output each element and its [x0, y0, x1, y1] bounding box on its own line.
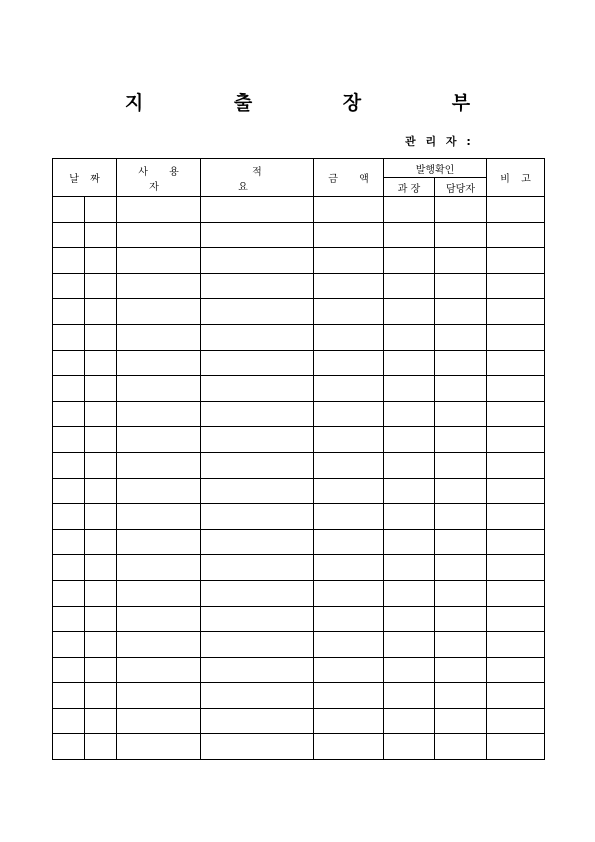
day-cell[interactable] [85, 478, 117, 504]
section-chief-cell[interactable] [384, 580, 435, 606]
description-cell[interactable] [201, 529, 314, 555]
month-cell[interactable] [53, 273, 85, 299]
day-cell[interactable] [85, 273, 117, 299]
remarks-cell[interactable] [487, 299, 545, 325]
month-cell[interactable] [53, 606, 85, 632]
person-in-charge-cell[interactable] [435, 248, 487, 274]
remarks-cell[interactable] [487, 555, 545, 581]
amount-cell[interactable] [314, 606, 384, 632]
month-cell[interactable] [53, 580, 85, 606]
day-cell[interactable] [85, 452, 117, 478]
user-cell[interactable] [117, 427, 201, 453]
user-cell[interactable] [117, 376, 201, 402]
table-row [53, 606, 545, 632]
table-row [53, 452, 545, 478]
user-cell[interactable] [117, 248, 201, 274]
person-in-charge-cell[interactable] [435, 708, 487, 734]
person-in-charge-cell[interactable] [435, 376, 487, 402]
section-chief-cell[interactable] [384, 273, 435, 299]
description-cell[interactable] [201, 683, 314, 709]
day-cell[interactable] [85, 504, 117, 530]
description-cell[interactable] [201, 248, 314, 274]
person-in-charge-cell[interactable] [435, 632, 487, 658]
remarks-cell[interactable] [487, 273, 545, 299]
person-in-charge-cell[interactable] [435, 299, 487, 325]
table-row [53, 248, 545, 274]
day-cell[interactable] [85, 427, 117, 453]
description-cell[interactable] [201, 452, 314, 478]
description-cell[interactable] [201, 427, 314, 453]
table-row [53, 632, 545, 658]
description-cell[interactable] [201, 504, 314, 530]
day-cell[interactable] [85, 529, 117, 555]
section-chief-cell[interactable] [384, 222, 435, 248]
month-cell[interactable] [53, 708, 85, 734]
day-cell[interactable] [85, 222, 117, 248]
description-cell[interactable] [201, 606, 314, 632]
table-row [53, 734, 545, 760]
header-person-in-charge: 담당자 [435, 178, 487, 197]
month-cell[interactable] [53, 452, 85, 478]
person-in-charge-cell[interactable] [435, 529, 487, 555]
day-cell[interactable] [85, 708, 117, 734]
user-cell[interactable] [117, 708, 201, 734]
description-cell[interactable] [201, 580, 314, 606]
remarks-cell[interactable] [487, 632, 545, 658]
user-cell[interactable] [117, 657, 201, 683]
table-row [53, 529, 545, 555]
section-chief-cell[interactable] [384, 427, 435, 453]
header-remarks: 비 고 [487, 159, 545, 197]
amount-cell[interactable] [314, 248, 384, 274]
expense-ledger-table [52, 158, 545, 760]
remarks-cell[interactable] [487, 222, 545, 248]
person-in-charge-cell[interactable] [435, 324, 487, 350]
day-cell[interactable] [85, 299, 117, 325]
user-cell[interactable] [117, 606, 201, 632]
amount-cell[interactable] [314, 197, 384, 223]
user-cell[interactable] [117, 324, 201, 350]
section-chief-cell[interactable] [384, 606, 435, 632]
user-cell[interactable] [117, 504, 201, 530]
person-in-charge-cell[interactable] [435, 734, 487, 760]
description-cell[interactable] [201, 632, 314, 658]
section-chief-cell[interactable] [384, 478, 435, 504]
table-row [53, 504, 545, 530]
section-chief-cell[interactable] [384, 376, 435, 402]
table-row [53, 324, 545, 350]
table-row [53, 683, 545, 709]
day-cell[interactable] [85, 580, 117, 606]
table-row [53, 478, 545, 504]
user-cell[interactable] [117, 555, 201, 581]
user-cell[interactable] [117, 273, 201, 299]
day-cell[interactable] [85, 734, 117, 760]
description-cell[interactable] [201, 324, 314, 350]
description-cell[interactable] [201, 734, 314, 760]
person-in-charge-cell[interactable] [435, 222, 487, 248]
month-cell[interactable] [53, 376, 85, 402]
person-in-charge-cell[interactable] [435, 427, 487, 453]
table-row [53, 427, 545, 453]
table-row [53, 376, 545, 402]
month-cell[interactable] [53, 324, 85, 350]
remarks-cell[interactable] [487, 248, 545, 274]
header-date: 날 짜 [53, 159, 117, 197]
description-cell[interactable] [201, 478, 314, 504]
amount-cell[interactable] [314, 580, 384, 606]
table-row [53, 350, 545, 376]
manager-label: 관 리 자 : [405, 135, 474, 148]
remarks-cell[interactable] [487, 350, 545, 376]
header-user: 사 용 자 [117, 159, 201, 197]
header-amount: 금 액 [314, 159, 384, 197]
amount-cell[interactable] [314, 376, 384, 402]
table-row [53, 401, 545, 427]
amount-cell[interactable] [314, 299, 384, 325]
person-in-charge-cell[interactable] [435, 504, 487, 530]
user-cell[interactable] [117, 299, 201, 325]
day-cell[interactable] [85, 606, 117, 632]
amount-cell[interactable] [314, 324, 384, 350]
amount-cell[interactable] [314, 401, 384, 427]
ledger-body [53, 197, 545, 760]
description-cell[interactable] [201, 299, 314, 325]
person-in-charge-cell[interactable] [435, 452, 487, 478]
table-row [53, 299, 545, 325]
person-in-charge-cell[interactable] [435, 197, 487, 223]
remarks-cell[interactable] [487, 324, 545, 350]
amount-cell[interactable] [314, 555, 384, 581]
person-in-charge-cell[interactable] [435, 555, 487, 581]
amount-cell[interactable] [314, 683, 384, 709]
user-cell[interactable] [117, 580, 201, 606]
amount-cell[interactable] [314, 734, 384, 760]
person-in-charge-cell[interactable] [435, 580, 487, 606]
person-in-charge-cell[interactable] [435, 401, 487, 427]
remarks-cell[interactable] [487, 427, 545, 453]
section-chief-cell[interactable] [384, 452, 435, 478]
section-chief-cell[interactable] [384, 299, 435, 325]
day-cell[interactable] [85, 197, 117, 223]
section-chief-cell[interactable] [384, 529, 435, 555]
amount-cell[interactable] [314, 350, 384, 376]
section-chief-cell[interactable] [384, 708, 435, 734]
amount-cell[interactable] [314, 273, 384, 299]
user-cell[interactable] [117, 401, 201, 427]
person-in-charge-cell[interactable] [435, 350, 487, 376]
remarks-cell[interactable] [487, 708, 545, 734]
section-chief-cell[interactable] [384, 683, 435, 709]
amount-cell[interactable] [314, 632, 384, 658]
section-chief-cell[interactable] [384, 504, 435, 530]
description-cell[interactable] [201, 197, 314, 223]
person-in-charge-cell[interactable] [435, 478, 487, 504]
amount-cell[interactable] [314, 504, 384, 530]
remarks-cell[interactable] [487, 478, 545, 504]
table-row [53, 197, 545, 223]
section-chief-cell[interactable] [384, 734, 435, 760]
description-cell[interactable] [201, 273, 314, 299]
remarks-cell[interactable] [487, 401, 545, 427]
day-cell[interactable] [85, 401, 117, 427]
user-cell[interactable] [117, 683, 201, 709]
month-cell[interactable] [53, 478, 85, 504]
user-cell[interactable] [117, 350, 201, 376]
section-chief-cell[interactable] [384, 632, 435, 658]
month-cell[interactable] [53, 683, 85, 709]
person-in-charge-cell[interactable] [435, 657, 487, 683]
remarks-cell[interactable] [487, 529, 545, 555]
day-cell[interactable] [85, 350, 117, 376]
month-cell[interactable] [53, 657, 85, 683]
person-in-charge-cell[interactable] [435, 606, 487, 632]
amount-cell[interactable] [314, 478, 384, 504]
remarks-cell[interactable] [487, 734, 545, 760]
description-cell[interactable] [201, 222, 314, 248]
section-chief-cell[interactable] [384, 555, 435, 581]
description-cell[interactable] [201, 708, 314, 734]
month-cell[interactable] [53, 427, 85, 453]
user-cell[interactable] [117, 222, 201, 248]
amount-cell[interactable] [314, 427, 384, 453]
month-cell[interactable] [53, 555, 85, 581]
month-cell[interactable] [53, 299, 85, 325]
description-cell[interactable] [201, 350, 314, 376]
section-chief-cell[interactable] [384, 657, 435, 683]
table-row [53, 273, 545, 299]
user-cell[interactable] [117, 529, 201, 555]
remarks-cell[interactable] [487, 580, 545, 606]
month-cell[interactable] [53, 248, 85, 274]
remarks-cell[interactable] [487, 197, 545, 223]
table-row [53, 708, 545, 734]
user-cell[interactable] [117, 452, 201, 478]
day-cell[interactable] [85, 555, 117, 581]
header-section-chief: 과 장 [384, 178, 435, 197]
description-cell[interactable] [201, 657, 314, 683]
table-row [53, 222, 545, 248]
month-cell[interactable] [53, 504, 85, 530]
section-chief-cell[interactable] [384, 350, 435, 376]
section-chief-cell[interactable] [384, 324, 435, 350]
month-cell[interactable] [53, 197, 85, 223]
month-cell[interactable] [53, 632, 85, 658]
amount-cell[interactable] [314, 222, 384, 248]
day-cell[interactable] [85, 632, 117, 658]
remarks-cell[interactable] [487, 504, 545, 530]
section-chief-cell[interactable] [384, 248, 435, 274]
section-chief-cell[interactable] [384, 197, 435, 223]
user-cell[interactable] [117, 197, 201, 223]
table-row [53, 657, 545, 683]
amount-cell[interactable] [314, 452, 384, 478]
day-cell[interactable] [85, 683, 117, 709]
day-cell[interactable] [85, 248, 117, 274]
user-cell[interactable] [117, 632, 201, 658]
month-cell[interactable] [53, 222, 85, 248]
day-cell[interactable] [85, 657, 117, 683]
person-in-charge-cell[interactable] [435, 683, 487, 709]
table-row [53, 580, 545, 606]
remarks-cell[interactable] [487, 376, 545, 402]
section-chief-cell[interactable] [384, 401, 435, 427]
user-cell[interactable] [117, 478, 201, 504]
day-cell[interactable] [85, 376, 117, 402]
description-cell[interactable] [201, 555, 314, 581]
month-cell[interactable] [53, 734, 85, 760]
day-cell[interactable] [85, 324, 117, 350]
ledger-title: 지 출 장 부 [124, 92, 513, 114]
month-cell[interactable] [53, 401, 85, 427]
description-cell[interactable] [201, 376, 314, 402]
description-cell[interactable] [201, 401, 314, 427]
person-in-charge-cell[interactable] [435, 273, 487, 299]
table-row [53, 555, 545, 581]
header-description: 적 요 [201, 159, 314, 197]
amount-cell[interactable] [314, 529, 384, 555]
remarks-cell[interactable] [487, 683, 545, 709]
user-cell[interactable] [117, 734, 201, 760]
month-cell[interactable] [53, 350, 85, 376]
remarks-cell[interactable] [487, 606, 545, 632]
month-cell[interactable] [53, 529, 85, 555]
header-issue-confirmation: 발행확인 [384, 159, 487, 178]
amount-cell[interactable] [314, 708, 384, 734]
remarks-cell[interactable] [487, 452, 545, 478]
amount-cell[interactable] [314, 657, 384, 683]
remarks-cell[interactable] [487, 657, 545, 683]
